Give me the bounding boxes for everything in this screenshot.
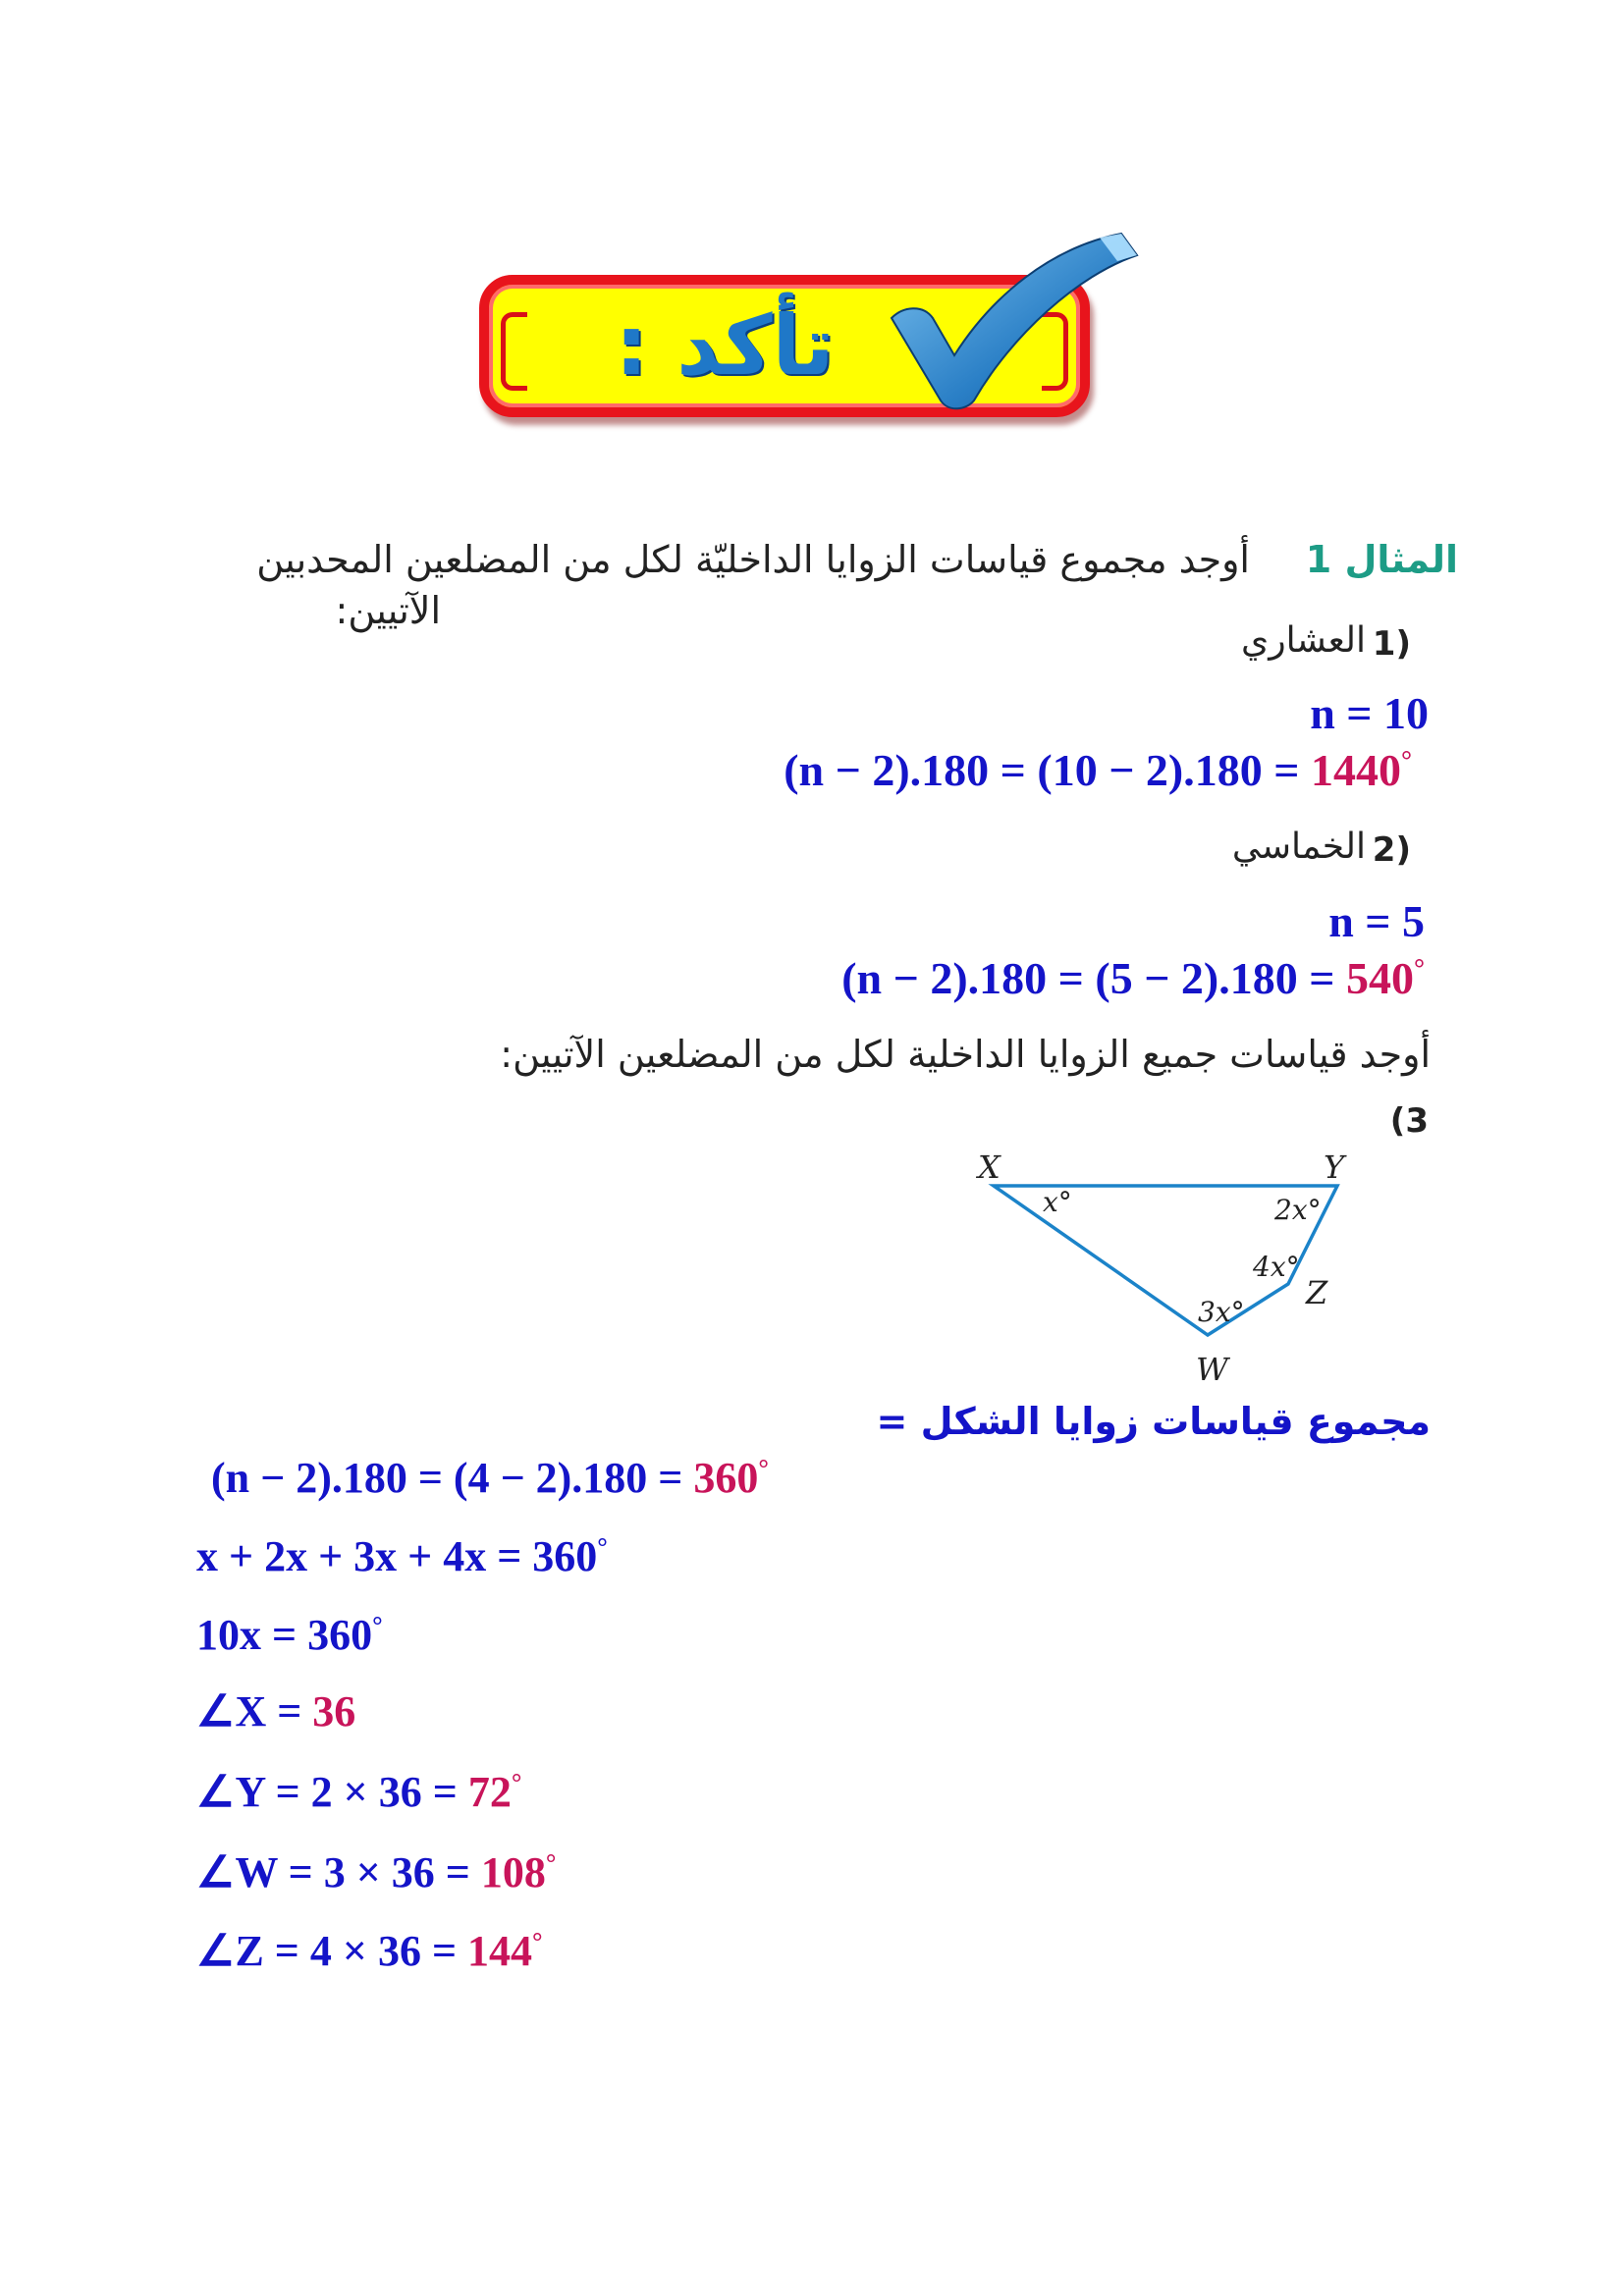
solution-text: ∠Y = 2 × 36 = xyxy=(196,1768,468,1816)
item-2-formula-text: (n − 2).180 = (5 − 2).180 = xyxy=(841,953,1346,1003)
degree-sign: ° xyxy=(597,1531,608,1562)
degree-sign: ° xyxy=(372,1610,383,1640)
solution-result: 360 xyxy=(693,1454,759,1502)
item-1-number: 1) xyxy=(1372,624,1411,664)
solution-line xyxy=(211,1453,769,1503)
part2-item-number: (3 xyxy=(1389,1101,1429,1141)
vertex-w-label: W xyxy=(1196,1351,1228,1388)
angle-w-label: 3x° xyxy=(1198,1296,1245,1328)
bracket-left-shape xyxy=(501,312,527,391)
example-instruction-line2: الآتيين: xyxy=(335,589,441,632)
degree-sign: ° xyxy=(545,1847,557,1878)
solution-line xyxy=(196,1610,383,1660)
angles-sum-label: مجموع قياسات زوايا الشكل = xyxy=(876,1400,1431,1443)
item-2-number: 2) xyxy=(1372,830,1411,870)
solution-line xyxy=(196,1847,556,1897)
item-2-n: n = 5 xyxy=(1328,896,1425,946)
solution-result: 144 xyxy=(467,1927,533,1975)
angle-z-label: 4x° xyxy=(1253,1251,1300,1283)
part2-instruction: أوجد قياسات جميع الزوايا الداخلية لكل من المضلعين الآتيين: xyxy=(500,1033,1431,1076)
item-2-result: 540 xyxy=(1345,953,1414,1003)
solution-result: 108 xyxy=(480,1848,546,1896)
degree-sign: ° xyxy=(1400,744,1412,775)
item-1-formula xyxy=(784,744,1412,796)
vertex-x-label: X xyxy=(978,1148,1001,1186)
solution-line xyxy=(196,1531,608,1581)
solution-text: (n − 2).180 = (4 − 2).180 = xyxy=(211,1454,694,1502)
solution-text: ∠W = 3 × 36 = xyxy=(196,1848,481,1896)
degree-sign: ° xyxy=(511,1767,522,1797)
banner-title: تأكد : xyxy=(615,297,835,394)
quadrilateral-diagram xyxy=(972,1139,1424,1404)
solution-result: 72 xyxy=(467,1768,512,1816)
solution-text: 10x = 360 xyxy=(196,1611,373,1659)
checkmark-icon xyxy=(864,228,1159,414)
solution-line xyxy=(196,1767,521,1817)
solution-line xyxy=(196,1686,355,1736)
example-heading: المثال 1 xyxy=(1305,538,1458,581)
vertex-z-label: Z xyxy=(1306,1274,1328,1311)
degree-sign: ° xyxy=(1413,952,1425,984)
item-1-label: العشاري xyxy=(1241,620,1366,661)
solution-text: ∠X = xyxy=(196,1687,313,1735)
item-2-label: الخماسي xyxy=(1231,827,1366,867)
angle-x-label: x° xyxy=(1043,1186,1072,1218)
solution-text: ∠Z = 4 × 36 = xyxy=(196,1927,468,1975)
angle-y-label: 2x° xyxy=(1274,1194,1322,1226)
example-instruction-line1: أوجد مجموع قياسات الزوايا الداخليّة لكل من المضلعين المحدبين xyxy=(256,538,1250,581)
solution-result: 36 xyxy=(312,1687,356,1735)
solution-text: x + 2x + 3x + 4x = 360 xyxy=(196,1532,598,1580)
item-1-n: n = 10 xyxy=(1310,688,1429,738)
degree-sign: ° xyxy=(758,1453,769,1483)
solution-line xyxy=(196,1926,543,1976)
item-1-formula-text: (n − 2).180 = (10 − 2).180 = xyxy=(784,745,1311,795)
vertex-y-label: Y xyxy=(1324,1148,1345,1186)
degree-sign: ° xyxy=(532,1926,543,1956)
item-1-result: 1440 xyxy=(1310,745,1401,795)
item-2-formula xyxy=(841,952,1425,1004)
